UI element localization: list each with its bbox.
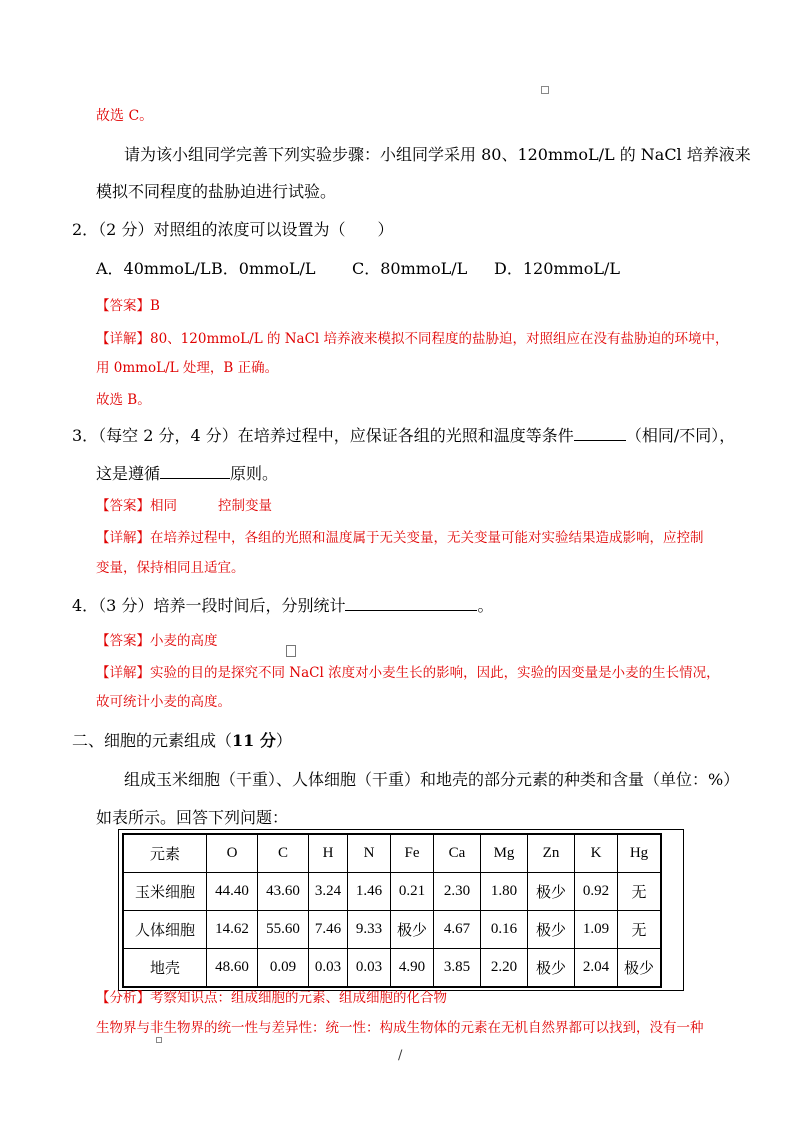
table-cell: 极少 [618, 949, 662, 988]
table-cell: 玉米细胞 [123, 873, 207, 911]
q3-line2-start: 这是遵循 [96, 464, 161, 483]
table-cell: 无 [618, 873, 662, 911]
table-header-cell: Ca [434, 834, 481, 873]
table-cell: 1.46 [348, 873, 391, 911]
scan-mark [541, 86, 549, 94]
question-3 [72, 423, 735, 446]
table-cell: 地壳 [123, 949, 207, 988]
table-header-cell: 元素 [123, 834, 207, 873]
question-3-line2 [96, 461, 278, 484]
q4-text-end: 。 [477, 596, 494, 615]
table-cell: 14.62 [207, 911, 258, 949]
q3-text-part2: （相同/不同）， [625, 426, 736, 445]
section-2-intro-line1: 组成玉米细胞（干重）、人体细胞（干重）和地壳的部分元素的种类和含量（单位：%） [124, 770, 740, 789]
table-cell: 3.24 [309, 873, 348, 911]
table-cell: 1.80 [481, 873, 528, 911]
table-cell: 0.03 [348, 949, 391, 988]
q3-detail-line2: 变量，保持相同且适宜。 [96, 560, 245, 576]
question-2: 2．（2 分）对照组的浓度可以设置为（ ） [72, 220, 394, 239]
table-cell: 48.60 [207, 949, 258, 988]
table-header-cell: Hg [618, 834, 662, 873]
element-content-table [122, 833, 662, 988]
q4-text: 4．（3 分）培养一段时间后，分别统计 [72, 596, 346, 615]
table-cell: 43.60 [258, 873, 309, 911]
experiment-intro-line1: 请为该小组同学完善下列实验步骤：小组同学采用 80、120mmoL/L 的 NaCl 培养液来 [124, 145, 751, 164]
q3-answer-a: 【答案】相同 [96, 498, 177, 514]
table-cell: 1.09 [575, 911, 618, 949]
q2-option-b: B．0mmoL/L [211, 259, 316, 278]
table-cell: 7.46 [309, 911, 348, 949]
table-header-row [123, 834, 661, 873]
scan-mark-box [286, 645, 296, 657]
table-cell: 2.20 [481, 949, 528, 988]
section-2-intro-line2: 如表所示。回答下列问题： [96, 808, 289, 827]
table-cell: 4.67 [434, 911, 481, 949]
table-header-cell: H [309, 834, 348, 873]
table-cell: 0.92 [575, 873, 618, 911]
table-header-cell: K [575, 834, 618, 873]
q3-blank-1 [574, 426, 626, 441]
section-2-title: 二、细胞的元素组成（ [72, 731, 233, 750]
table-cell: 0.21 [391, 873, 434, 911]
q3-answer-b: 控制变量 [218, 498, 272, 514]
table-cell: 2.30 [434, 873, 481, 911]
table-row [123, 873, 661, 911]
table-cell: 人体细胞 [123, 911, 207, 949]
choice-c-line: 故选 C。 [96, 108, 154, 124]
question-4 [72, 593, 493, 616]
q2-option-d: D．120mmoL/L [494, 259, 620, 278]
table-header-cell: C [258, 834, 309, 873]
table-header-cell: Mg [481, 834, 528, 873]
table-cell: 2.04 [575, 949, 618, 988]
table-row [123, 911, 661, 949]
table-row [123, 949, 661, 988]
q2-option-a: A．40mmoL/L [96, 259, 211, 278]
q3-detail-line1: 【详解】在培养过程中，各组的光照和温度属于无关变量，无关变量可能对实验结果造成影响，应控制 [96, 530, 704, 546]
q3-line2-end: 原则。 [230, 464, 279, 483]
choice-b-line: 故选 B。 [96, 392, 151, 408]
q4-answer: 【答案】小麦的高度 [96, 633, 218, 649]
q3-blank-2 [160, 464, 230, 479]
table-cell: 0.03 [309, 949, 348, 988]
q2-detail-line2: 用 0mmoL/L 处理，B 正确。 [96, 360, 279, 376]
q4-detail-line2: 故可统计小麦的高度。 [96, 694, 231, 710]
q4-blank [345, 596, 477, 611]
table-header-cell: Zn [528, 834, 575, 873]
table-cell: 55.60 [258, 911, 309, 949]
analysis-line2: 生物界与非生物界的统一性与差异性：统一性：构成生物体的元素在无机自然界都可以找到，没有一种 [96, 1020, 704, 1036]
table-cell: 无 [618, 911, 662, 949]
table-cell: 极少 [391, 911, 434, 949]
table-cell: 9.33 [348, 911, 391, 949]
analysis-line1: 【分析】考察知识点：组成细胞的元素、组成细胞的化合物 [96, 990, 447, 1006]
q3-text-part1: 3．（每空 2 分，4 分）在培养过程中，应保证各组的光照和温度等条件 [72, 426, 574, 445]
section-2-points: 11 分 [232, 731, 276, 750]
page-marker: / [398, 1048, 403, 1063]
table-cell: 极少 [528, 949, 575, 988]
table-header-cell: Fe [391, 834, 434, 873]
table-header-cell: N [348, 834, 391, 873]
table-cell: 4.90 [391, 949, 434, 988]
table-cell: 44.40 [207, 873, 258, 911]
table-cell: 3.85 [434, 949, 481, 988]
q2-answer: 【答案】B [96, 298, 160, 314]
q2-detail-line1: 【详解】80、120mmoL/L 的 NaCl 培养液来模拟不同程度的盐胁迫，对照组应在没有盐胁迫的环境中， [96, 331, 729, 347]
experiment-intro-line2: 模拟不同程度的盐胁迫进行试验。 [96, 182, 337, 201]
table-cell: 极少 [528, 873, 575, 911]
scan-mark-bottom [156, 1037, 162, 1043]
q2-option-c: C．80mmoL/L [352, 259, 468, 278]
table-header-cell: O [207, 834, 258, 873]
table-cell: 0.16 [481, 911, 528, 949]
table-cell: 极少 [528, 911, 575, 949]
section-2-close: ） [275, 731, 292, 750]
table-cell: 0.09 [258, 949, 309, 988]
section-2-heading [72, 728, 292, 751]
q4-detail-line1: 【详解】实验的目的是探究不同 NaCl 浓度对小麦生长的影响，因此，实验的因变量是小麦的生长情况， [96, 665, 720, 681]
